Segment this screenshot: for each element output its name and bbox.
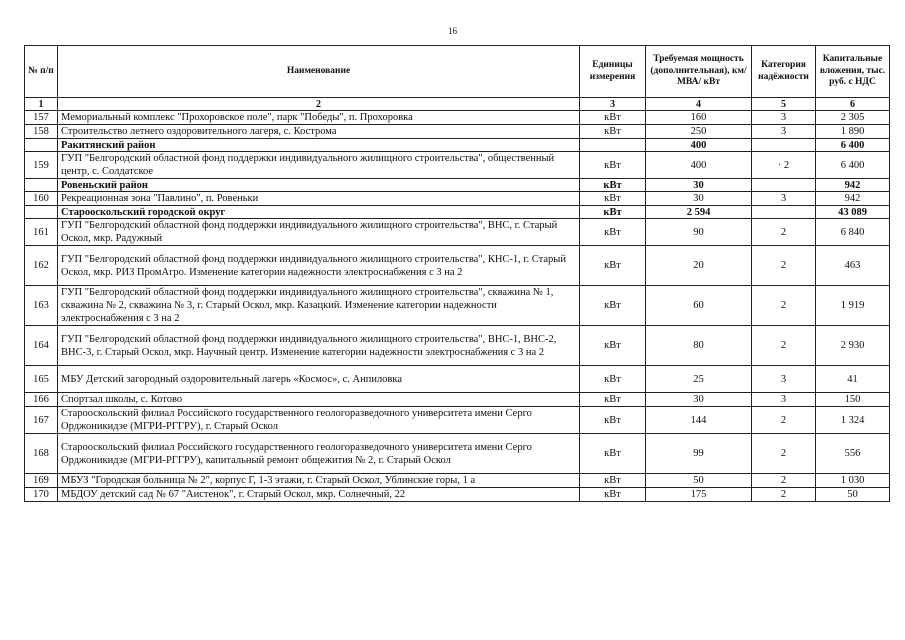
row-number — [25, 139, 58, 152]
units-cell: кВт — [580, 206, 646, 219]
units-cell: кВт — [580, 125, 646, 139]
item-name: ГУП "Белгородский областной фонд поддержки индивидуального жилищного строительства", ВНС, г. Старый Оскол, мкр. Радужный — [58, 219, 580, 246]
power-cell: 400 — [646, 139, 752, 152]
header-num: № п/п — [25, 46, 58, 98]
table-row — [25, 219, 890, 246]
item-name: Старооскольский филиал Российского государственного геологоразведочного университета имени Серго Орджоникидзе (МГРИ-РГГРУ), капитальный ремонт общежития № 2, г. Старый Оскол — [58, 434, 580, 474]
column-number: 1 — [25, 98, 58, 111]
capex-cell: 942 — [816, 192, 890, 206]
table-row — [25, 393, 890, 407]
capex-cell: 556 — [816, 434, 890, 474]
power-cell: 175 — [646, 488, 752, 502]
category-cell: 2 — [752, 246, 816, 286]
item-name: Мемориальный комплекс "Прохоровское поле", парк "Победы", п. Прохоровка — [58, 111, 580, 125]
power-cell: 99 — [646, 434, 752, 474]
row-number: 165 — [25, 366, 58, 393]
units-cell: кВт — [580, 192, 646, 206]
category-cell: 2 — [752, 488, 816, 502]
capex-cell: 41 — [816, 366, 890, 393]
category-cell: 2 — [752, 219, 816, 246]
category-cell: 2 — [752, 474, 816, 488]
category-cell: · 2 — [752, 152, 816, 179]
units-cell: кВт — [580, 179, 646, 192]
row-number: 163 — [25, 286, 58, 326]
section-row — [25, 179, 890, 192]
item-name: МБУЗ "Городская больница № 2", корпус Г, 1-3 этажи, г. Старый Оскол, Ублинские горы, 1 а — [58, 474, 580, 488]
units-cell: кВт — [580, 434, 646, 474]
column-number: 6 — [816, 98, 890, 111]
capex-cell: 150 — [816, 393, 890, 407]
row-number — [25, 179, 58, 192]
units-cell: кВт — [580, 111, 646, 125]
header-power: Требуемая мощность (дополнительная), км/ МВА/ кВт — [646, 46, 752, 98]
table-row — [25, 488, 890, 502]
item-name: МБУ Детский загородный оздоровительный лагерь «Космос», с. Анпиловка — [58, 366, 580, 393]
units-cell: кВт — [580, 407, 646, 434]
power-cell: 30 — [646, 192, 752, 206]
table-row — [25, 111, 890, 125]
units-cell: кВт — [580, 219, 646, 246]
power-cell: 25 — [646, 366, 752, 393]
category-cell: 3 — [752, 125, 816, 139]
capex-cell: 6 840 — [816, 219, 890, 246]
table-body — [25, 111, 890, 502]
power-cell: 20 — [646, 246, 752, 286]
category-cell — [752, 139, 816, 152]
row-number: 168 — [25, 434, 58, 474]
row-number: 159 — [25, 152, 58, 179]
row-number: 160 — [25, 192, 58, 206]
capex-cell: 2 305 — [816, 111, 890, 125]
row-number: 157 — [25, 111, 58, 125]
section-row — [25, 139, 890, 152]
header-units: Единицы измерения — [580, 46, 646, 98]
table-row — [25, 326, 890, 366]
units-cell: кВт — [580, 246, 646, 286]
capex-cell: 1 030 — [816, 474, 890, 488]
item-name: Рекреационная зона "Павлино", п. Ровеньки — [58, 192, 580, 206]
units-cell: кВт — [580, 286, 646, 326]
capex-cell: 2 930 — [816, 326, 890, 366]
units-cell: кВт — [580, 152, 646, 179]
table-row — [25, 434, 890, 474]
power-cell: 144 — [646, 407, 752, 434]
row-number: 158 — [25, 125, 58, 139]
row-number: 161 — [25, 219, 58, 246]
header-capex: Капитальные вложения, тыс. руб. с НДС — [816, 46, 890, 98]
capex-cell: 942 — [816, 179, 890, 192]
row-number: 170 — [25, 488, 58, 502]
row-number: 162 — [25, 246, 58, 286]
item-name: ГУП "Белгородский областной фонд поддержки индивидуального жилищного строительства", общественный центр, с. Солдатское — [58, 152, 580, 179]
item-name: Спортзал школы, с. Котово — [58, 393, 580, 407]
power-cell: 160 — [646, 111, 752, 125]
power-cell: 50 — [646, 474, 752, 488]
item-name: Старооскольский филиал Российского государственного геологоразведочного университета имени Серго Орджоникидзе (МГРИ-РГГРУ), г. Старый Оскол — [58, 407, 580, 434]
section-name: Старооскольский городской округ — [58, 206, 580, 219]
row-number — [25, 206, 58, 219]
header-category: Категория надёжности — [752, 46, 816, 98]
item-name: Строительство летнего оздоровительного лагеря, с. Кострома — [58, 125, 580, 139]
row-number: 169 — [25, 474, 58, 488]
category-cell — [752, 206, 816, 219]
capex-cell: 6 400 — [816, 152, 890, 179]
category-cell: 3 — [752, 111, 816, 125]
units-cell: кВт — [580, 393, 646, 407]
category-cell: 3 — [752, 366, 816, 393]
table-row — [25, 286, 890, 326]
header-name: Наименование — [58, 46, 580, 98]
table-row — [25, 407, 890, 434]
units-cell — [580, 139, 646, 152]
page-number: 16 — [448, 26, 457, 36]
column-number: 2 — [58, 98, 580, 111]
category-cell: 2 — [752, 326, 816, 366]
category-cell: 2 — [752, 434, 816, 474]
category-cell: 3 — [752, 192, 816, 206]
power-cell: 90 — [646, 219, 752, 246]
category-cell — [752, 179, 816, 192]
row-number: 164 — [25, 326, 58, 366]
power-cell: 60 — [646, 286, 752, 326]
table-row — [25, 125, 890, 139]
section-row — [25, 206, 890, 219]
item-name: ГУП "Белгородский областной фонд поддержки индивидуального жилищного строительства", КНС-1, г. Старый Оскол, мкр. РИЗ ПромАгро. Изменение категории надежности электроснабжения с 3 на 2 — [58, 246, 580, 286]
section-name: Ровеньский район — [58, 179, 580, 192]
units-cell: кВт — [580, 326, 646, 366]
table-row — [25, 192, 890, 206]
capex-cell: 1 919 — [816, 286, 890, 326]
units-cell: кВт — [580, 474, 646, 488]
item-name: МБДОУ детский сад № 67 "Аистенок", г. Старый Оскол, мкр. Солнечный, 22 — [58, 488, 580, 502]
investment-table — [24, 45, 890, 502]
table-row — [25, 152, 890, 179]
category-cell: 2 — [752, 407, 816, 434]
capex-cell: 6 400 — [816, 139, 890, 152]
power-cell: 400 — [646, 152, 752, 179]
capex-cell: 463 — [816, 246, 890, 286]
capex-cell: 1 890 — [816, 125, 890, 139]
power-cell: 2 594 — [646, 206, 752, 219]
row-number: 166 — [25, 393, 58, 407]
power-cell: 30 — [646, 393, 752, 407]
table-header-row — [25, 46, 890, 98]
category-cell: 2 — [752, 286, 816, 326]
power-cell: 30 — [646, 179, 752, 192]
units-cell: кВт — [580, 488, 646, 502]
table-row — [25, 366, 890, 393]
units-cell: кВт — [580, 366, 646, 393]
category-cell: 3 — [752, 393, 816, 407]
power-cell: 250 — [646, 125, 752, 139]
item-name: ГУП "Белгородский областной фонд поддержки индивидуального жилищного строительства", ВНС-1, ВНС-2, ВНС-3, г. Старый Оскол, мкр. Научный центр. Изменение категории надежности электроснабжения с 3 на 2 — [58, 326, 580, 366]
table-row — [25, 474, 890, 488]
capex-cell: 1 324 — [816, 407, 890, 434]
capex-cell: 50 — [816, 488, 890, 502]
table-row — [25, 246, 890, 286]
column-number: 3 — [580, 98, 646, 111]
column-numbers-row — [25, 98, 890, 111]
power-cell: 80 — [646, 326, 752, 366]
item-name: ГУП "Белгородский областной фонд поддержки индивидуального жилищного строительства", скважина № 1, скважина № 2, скважина № 3, г. Старый Оскол, мкр. Казацкий. Изменение категории надежности электроснабжения с 3 на 2 — [58, 286, 580, 326]
capex-cell: 43 089 — [816, 206, 890, 219]
row-number: 167 — [25, 407, 58, 434]
column-number: 5 — [752, 98, 816, 111]
section-name: Ракитянский район — [58, 139, 580, 152]
column-number: 4 — [646, 98, 752, 111]
